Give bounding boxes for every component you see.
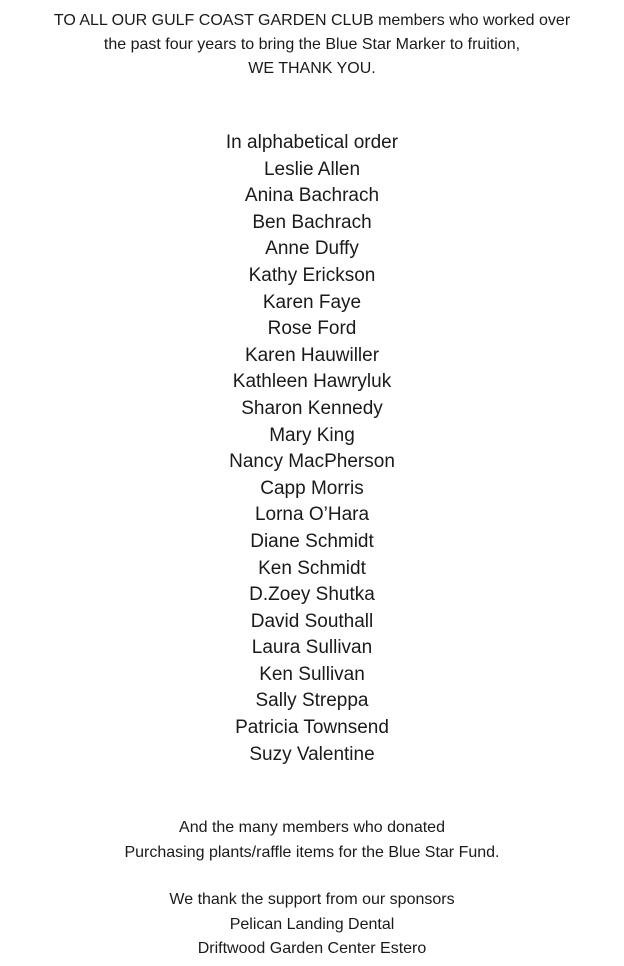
acknowledgements-footer [0,816,624,962]
header-line-1: TO ALL OUR GULF COAST GARDEN CLUB members who worked over [53,12,571,29]
sponsors-heading: We thank the support from our sponsors [169,891,455,908]
names-heading: In alphabetical order [225,132,399,153]
sponsor-name: Pelican Landing Dental [229,915,395,933]
member-name: Sharon Kennedy [241,397,383,419]
member-name: Nancy MacPherson [229,451,395,473]
member-name: Leslie Allen [263,158,361,180]
member-name: D.Zoey Shutka [249,584,375,606]
member-name: Anne Duffy [265,238,359,260]
member-name: Capp Morris [260,477,364,499]
thank-you-header [0,9,624,81]
member-name: Suzy Valentine [249,743,375,765]
member-name: Patricia Townsend [235,717,389,739]
member-name: Kathy Erickson [248,264,376,286]
member-name: Karen Faye [262,291,362,313]
member-name: David Southall [250,610,374,632]
donated-line-1: And the many members who donated [179,819,445,836]
section-spacer [0,865,624,888]
member-name: Ken Sullivan [259,663,365,685]
member-name: Lorna O’Hara [254,504,370,526]
member-names-list [0,130,624,768]
member-name: Kathleen Hawryluk [232,371,392,393]
header-line-2: the past four years to bring the Blue Star Marker to fruition, [103,36,521,53]
member-name: Diane Schmidt [250,530,374,552]
member-name: Karen Hauwiller [244,344,380,366]
donated-line-2: Purchasing plants/raffle items for the Blue Star Fund. [124,843,500,861]
member-name: Ben Bachrach [252,211,372,233]
member-name: Laura Sullivan [251,637,373,659]
member-name: Ken Schmidt [258,557,366,579]
member-name: Anina Bachrach [244,185,380,207]
member-name: Rose Ford [267,318,357,340]
header-line-3: WE THANK YOU. [248,60,376,77]
member-name: Mary King [269,424,355,446]
sponsor-name: Driftwood Garden Center Estero [197,940,427,957]
member-name: Sally Streppa [255,690,369,712]
